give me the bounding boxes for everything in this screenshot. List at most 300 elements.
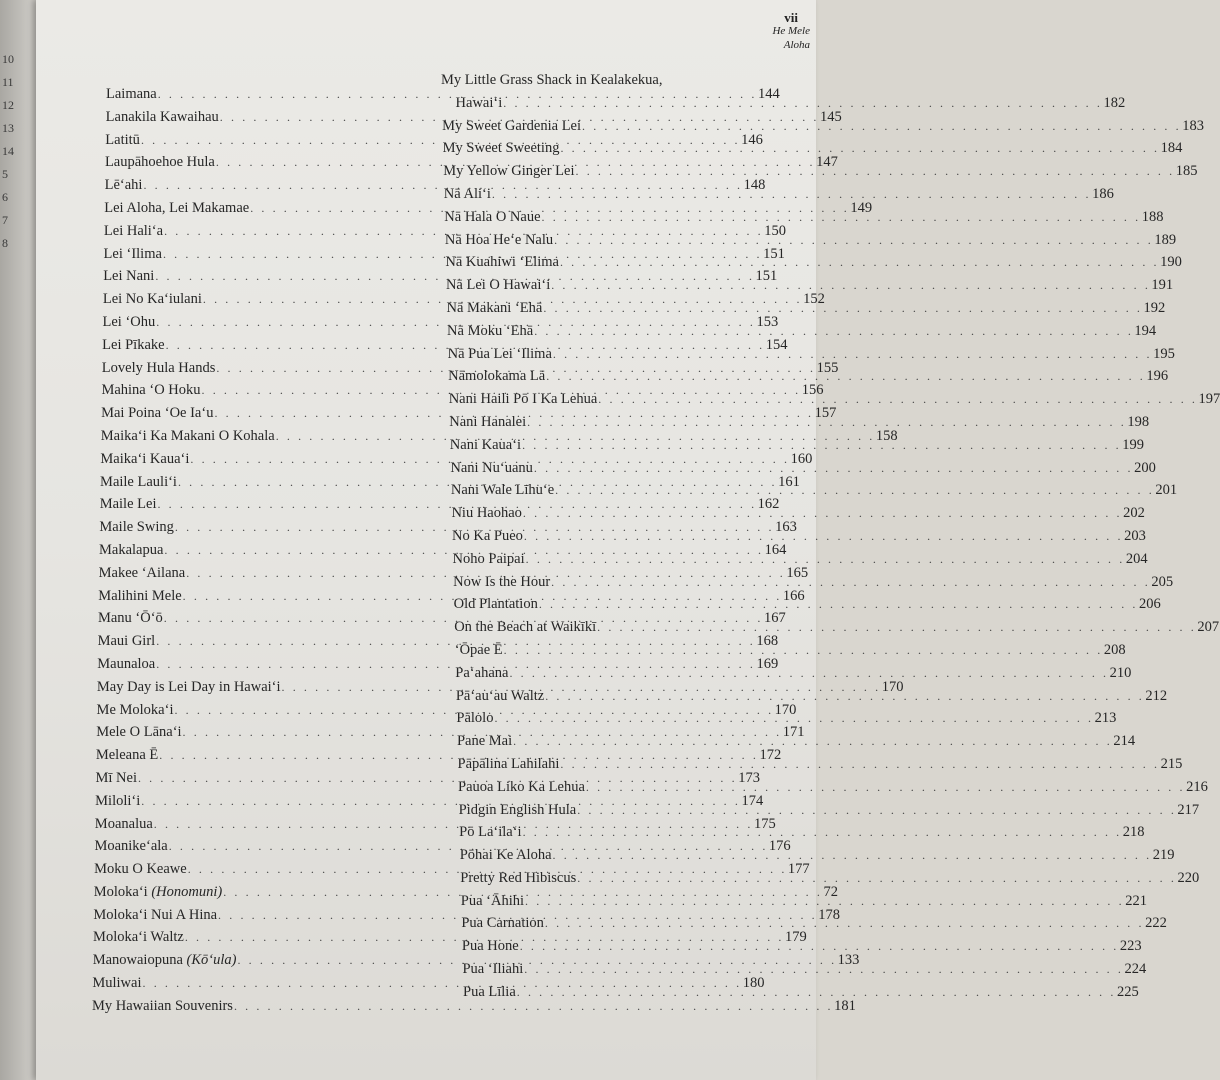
entry-title-text: Lei Aloha, Lei Makamae <box>104 199 250 216</box>
entry-page-number: 200 <box>1134 459 1156 476</box>
entry-title <box>458 779 585 796</box>
index-entry <box>451 505 1145 528</box>
entry-page-number: 205 <box>1151 573 1174 590</box>
entry-title-text: Niu Haohao <box>451 505 522 522</box>
dot-leader <box>542 210 1141 225</box>
dot-leader <box>504 643 1103 658</box>
entry-title-text: Me Moloka‘i <box>96 701 174 718</box>
margin-number: 13 <box>2 121 14 135</box>
entry-page-number: 151 <box>763 245 785 262</box>
entry-page-number: 161 <box>778 473 800 490</box>
entry-title-text: Moloka‘i Nui A Hina <box>93 906 218 923</box>
entry-title <box>448 346 552 363</box>
entry-title-text: Latitū <box>105 131 140 148</box>
entry-title-text: Makee ‘Ailana <box>98 564 186 581</box>
entry-title-text: Maika‘i Ka Makani O Kohala <box>100 427 275 444</box>
entry-title <box>104 223 163 240</box>
entry-title-italic: (Kō‘ula) <box>186 952 237 969</box>
entry-title <box>98 633 156 650</box>
entry-title-text: Mele O Lāna‘i <box>96 724 182 741</box>
entry-title <box>449 414 526 431</box>
entry-title <box>456 710 493 727</box>
entry-title-text: Moanike‘ala <box>94 838 168 855</box>
dot-leader <box>577 803 1176 818</box>
entry-page-number: 208 <box>1103 641 1126 658</box>
entry-title-text: Nā Ali‘i <box>443 185 491 202</box>
entry-title <box>459 824 521 841</box>
entry-title <box>106 86 157 103</box>
entry-page-number: 207 <box>1197 619 1220 636</box>
index-entry <box>444 208 1164 232</box>
index-entry <box>458 801 1200 825</box>
entry-page-number: 202 <box>1123 505 1145 522</box>
entry-title-text: Pua ‘Āhihi <box>460 892 525 909</box>
entry-page-number: 181 <box>834 997 856 1014</box>
entry-page-number: 219 <box>1152 847 1175 864</box>
index-entry <box>444 231 1177 255</box>
entry-title <box>462 961 523 978</box>
entry-title <box>458 756 560 773</box>
entry-title <box>105 177 143 194</box>
entry-title <box>97 656 155 673</box>
entry-title-text: My Yellow Ginger Lei <box>443 163 575 180</box>
entry-page-number: 172 <box>759 747 782 764</box>
entry-title <box>457 733 512 750</box>
entry-title-text: Pua Carnation <box>461 915 544 932</box>
index-entry <box>453 596 1161 619</box>
margin-number: 14 <box>2 144 14 158</box>
entry-title <box>445 232 553 249</box>
entry-title <box>455 665 508 682</box>
running-head-line2: Aloha <box>783 39 810 51</box>
index-entry <box>442 117 1204 141</box>
entry-title-text: Manowaiopuna <box>92 952 183 969</box>
entry-title-text: Lei Pīkake <box>102 336 165 353</box>
entry-title <box>95 816 153 833</box>
entry-page-number: 145 <box>819 108 842 125</box>
entry-title-text: Mī Nei <box>95 769 137 786</box>
entry-title <box>100 451 189 468</box>
entry-page-number: 72 <box>823 883 838 900</box>
entry-title-text: My Hawaiian Souvenirs <box>92 997 233 1014</box>
entry-title <box>442 118 581 135</box>
entry-page-number: 201 <box>1155 482 1178 499</box>
index-page <box>36 0 1220 1080</box>
entry-page-number: 170 <box>881 678 904 695</box>
dot-leader <box>523 506 1122 521</box>
entry-page-number: 167 <box>763 610 786 627</box>
entry-page-number: 155 <box>816 359 839 376</box>
entry-page-number: 223 <box>1119 938 1142 955</box>
entry-title-text: Lei ‘Ilima <box>103 245 162 262</box>
entry-title <box>104 246 162 263</box>
entry-page-number: 173 <box>738 769 760 786</box>
dot-leader <box>560 141 1159 156</box>
dot-leader <box>560 757 1159 772</box>
entry-title-text: No Ka Pueo <box>452 527 523 544</box>
entry-title <box>461 893 524 910</box>
margin-number: 5 <box>2 167 8 181</box>
entry-page-number: 147 <box>816 154 838 171</box>
dot-leader <box>517 985 1116 1000</box>
entry-page-number: 216 <box>1186 778 1208 795</box>
dot-leader <box>513 734 1112 749</box>
entry-title-text: Old Plantation <box>453 596 538 613</box>
entry-title-text: Pōhai Ke Aloha <box>459 847 552 864</box>
entry-page-number: 144 <box>757 86 780 102</box>
entry-title-text: Nani Kaua‘i <box>449 436 522 453</box>
entry-title-text: Lei Nani <box>103 268 155 285</box>
entry-page-number: 146 <box>741 131 763 148</box>
dot-leader <box>586 780 1185 795</box>
dot-leader <box>551 575 1150 590</box>
entry-title-text: Lovely Hula Hands <box>101 359 216 376</box>
entry-title <box>96 724 181 741</box>
entry-title <box>456 688 544 705</box>
entry-page-number: 168 <box>756 633 779 650</box>
entry-title <box>460 870 576 887</box>
entry-page-number: 224 <box>1124 961 1147 978</box>
entry-page-number: 174 <box>741 792 764 809</box>
dot-leader <box>523 825 1122 840</box>
entry-page-number: 177 <box>787 861 810 878</box>
dot-leader <box>509 666 1108 681</box>
dot-leader <box>539 597 1138 612</box>
entry-title-text: Pua ‘Iliahi <box>462 961 524 978</box>
entry-title <box>461 915 544 932</box>
entry-title <box>96 770 137 787</box>
entry-title-text: Laimana <box>106 86 157 102</box>
entry-title <box>93 907 217 924</box>
entry-title <box>460 847 552 864</box>
entry-title <box>94 861 187 878</box>
entry-title-text: Makalapua <box>99 541 164 558</box>
entry-title-text: Moku O Keawe <box>94 861 187 878</box>
margin-number: 10 <box>2 52 14 66</box>
entry-page-number: 192 <box>1143 299 1166 316</box>
dot-leader <box>534 324 1133 339</box>
entry-page-number: 203 <box>1124 527 1146 544</box>
entry-title-text: Nā Lei O Hawai‘i <box>445 277 551 294</box>
entry-title <box>447 323 533 340</box>
index-entry <box>441 72 791 95</box>
dot-leader <box>526 552 1125 567</box>
entry-title-italic: (Honomuni) <box>151 883 223 900</box>
entry-title <box>446 277 550 294</box>
entry-title-text: Maui Girl <box>97 633 156 650</box>
entry-page-number: 186 <box>1092 185 1114 202</box>
entry-title-text: Nani Hanalei <box>449 413 527 430</box>
entry-title <box>441 72 662 89</box>
entry-title <box>453 574 550 591</box>
entry-title-text: Pauoa Liko Ka Lehua <box>458 778 585 795</box>
entry-title-text: Noho Paipai <box>452 550 525 567</box>
dot-leader <box>555 483 1154 498</box>
entry-title <box>462 938 519 955</box>
entry-title <box>450 460 533 477</box>
entry-title <box>101 382 200 399</box>
index-entry <box>459 824 1145 847</box>
entry-page-number: 176 <box>768 838 791 855</box>
index-entry <box>92 997 856 1021</box>
entry-title <box>448 368 545 385</box>
entry-title-text: Now Is the Hour <box>453 573 551 590</box>
entry-title <box>100 474 177 491</box>
entry-page-number: 163 <box>775 519 797 536</box>
entry-page-number: 220 <box>1177 869 1200 886</box>
entry-page-number: 149 <box>850 199 873 216</box>
dot-leader <box>553 347 1152 362</box>
entry-title <box>106 109 219 126</box>
entry-title-text: Mahina ‘O Hoku <box>101 382 201 399</box>
dot-leader <box>597 620 1196 635</box>
entry-title-text: Nā Pua Lei ‘Ilima <box>447 345 552 362</box>
entry-page-number: 165 <box>786 564 809 581</box>
entry-title <box>443 163 574 180</box>
running-head <box>750 24 810 52</box>
entry-title <box>95 793 140 810</box>
entry-page-number: 179 <box>785 929 807 946</box>
index-entry <box>456 710 1117 733</box>
entry-title-text: Nā Hoa He‘e Nalu <box>444 231 554 248</box>
entry-title <box>454 619 596 636</box>
entry-title <box>99 542 163 559</box>
entry-page-number: 189 <box>1154 231 1177 248</box>
entry-title-text: Pretty Red Hibiscus <box>460 869 577 886</box>
index-entry <box>458 778 1208 802</box>
entry-page-number: 182 <box>1103 94 1126 111</box>
entry-title <box>93 929 184 946</box>
entry-page-number: 213 <box>1094 710 1117 727</box>
entry-page-number: 180 <box>742 975 765 992</box>
entry-title <box>103 314 156 331</box>
entry-page-number: 221 <box>1125 892 1147 909</box>
entry-page-number: 185 <box>1175 163 1198 180</box>
entry-title <box>99 565 186 582</box>
entry-title <box>447 300 543 317</box>
entry-title-text: Pō La‘ila‘i <box>459 824 522 841</box>
dot-leader <box>520 939 1119 954</box>
entry-title <box>104 200 249 217</box>
entry-page-number: 210 <box>1109 664 1132 681</box>
entry-title-text: Miloli‘i <box>95 792 141 809</box>
entry-title-text: Pāpālina Lahilahi <box>457 755 560 772</box>
entry-title <box>94 838 167 855</box>
entry-title <box>444 209 540 226</box>
index-entry <box>450 482 1178 505</box>
entry-title <box>103 268 154 285</box>
running-head-line1: He Mele <box>772 25 810 37</box>
entry-title-text: Nani Haili Pō I Ka Lehua <box>448 391 598 408</box>
entry-title <box>94 884 222 901</box>
entry-page-number: 212 <box>1145 687 1168 704</box>
entry-title-text: Maika‘i Kaua‘i <box>100 450 190 467</box>
dot-leader <box>503 96 1102 111</box>
entry-page-number: 190 <box>1160 254 1182 271</box>
entry-page-number: 151 <box>755 268 778 285</box>
entry-page-number: 162 <box>757 496 780 513</box>
entry-title-text: Pane Mai <box>456 733 513 750</box>
index-entry <box>443 163 1198 186</box>
entry-title <box>450 437 521 454</box>
page-number: vii <box>784 10 798 25</box>
dot-leader <box>524 529 1123 544</box>
entry-title <box>101 405 213 422</box>
entry-page-number: 204 <box>1125 550 1148 567</box>
dot-leader <box>527 415 1126 430</box>
dot-leader <box>534 461 1133 476</box>
index-entry <box>461 915 1167 938</box>
dot-leader <box>545 689 1144 704</box>
entry-title-text: Lei ‘Ohu <box>102 313 156 330</box>
entry-title-text: Laupāhoehoe Hula <box>104 154 215 171</box>
entry-page-number: 150 <box>764 222 787 239</box>
entry-title <box>445 254 559 271</box>
entry-page-number: 199 <box>1122 436 1145 453</box>
dot-leader <box>545 916 1144 931</box>
entry-page-number: 157 <box>814 405 837 422</box>
entry-title-text: Nani Nu‘uanu <box>450 459 533 476</box>
entry-page-number: 133 <box>837 952 860 969</box>
entry-page-number: 169 <box>756 655 779 672</box>
entry-page-number: 214 <box>1113 733 1136 750</box>
entry-title <box>98 588 181 605</box>
dot-leader <box>577 871 1176 886</box>
entry-page-number: 184 <box>1160 140 1183 157</box>
entry-page-number: 197 <box>1198 391 1220 408</box>
entry-page-number: 152 <box>803 291 825 308</box>
index-entry <box>445 254 1182 277</box>
entry-title-text: Malihini Mele <box>98 587 182 604</box>
entry-page-number: 164 <box>764 541 787 558</box>
entry-title-text: Pā‘au‘au Waltz <box>455 687 545 704</box>
entry-page-number: 188 <box>1141 208 1164 225</box>
dot-leader <box>546 369 1145 384</box>
entry-title-text: Nā Hala O Naue <box>444 208 541 225</box>
dot-leader <box>598 392 1197 407</box>
entry-title-text: Manu ‘Ō‘ō <box>97 610 163 627</box>
entry-title-text: Moloka‘i <box>93 883 148 900</box>
entry-title-text: Pua Hone <box>461 938 519 955</box>
entry-title <box>100 496 157 513</box>
entry-title-text: Hawai‘i <box>455 94 503 111</box>
entry-title-text: Muliwai <box>92 975 142 992</box>
entry-page-number: 178 <box>818 906 841 923</box>
entry-title-text: My Sweet Gardenia Lei <box>442 117 582 134</box>
dot-leader <box>543 301 1142 316</box>
index-entry <box>459 847 1175 870</box>
entry-title <box>451 482 554 499</box>
entry-title <box>451 505 521 522</box>
margin-number: 8 <box>2 236 8 250</box>
entry-title <box>102 337 164 354</box>
dot-leader <box>553 848 1152 863</box>
entry-page-number: 222 <box>1145 915 1167 932</box>
dot-leader <box>522 438 1121 453</box>
entry-title-text: May Day is Lei Day in Hawai‘i <box>96 678 281 695</box>
entry-title-text: Pua Līlia <box>463 983 516 1000</box>
dot-leader <box>576 164 1175 179</box>
entry-title <box>99 519 174 536</box>
dot-leader <box>494 711 1093 726</box>
entry-title <box>105 154 215 171</box>
entry-page-number: 183 <box>1182 117 1204 134</box>
entry-title <box>454 596 538 613</box>
entry-title-text: ‘Ōpae Ē <box>454 641 503 658</box>
entry-page-number: 171 <box>782 724 805 741</box>
entry-title-text: My Little Grass Shack in Kealakekua, <box>441 72 663 88</box>
entry-page-number: 198 <box>1127 413 1150 430</box>
entry-title-text: Lei No Ka‘iulani <box>102 291 202 308</box>
entry-title <box>103 291 202 308</box>
entry-page-number: 166 <box>782 587 805 604</box>
entry-title <box>449 391 598 408</box>
entry-page-number: 170 <box>774 701 797 718</box>
entry-page-number: 156 <box>801 382 824 399</box>
entry-title-text: Mai Poina ‘Oe Ia‘u <box>101 405 214 422</box>
entry-title <box>97 679 281 696</box>
entry-title-text: Maile Lei <box>99 496 157 513</box>
entry-page-number: 217 <box>1177 801 1200 818</box>
entry-page-number: 195 <box>1153 345 1175 362</box>
entry-title <box>98 610 163 627</box>
entry-title-text: Pālolo <box>456 710 494 727</box>
entry-title <box>97 702 174 719</box>
entry-title <box>101 428 275 445</box>
dot-leader <box>525 894 1124 909</box>
entry-title-text: Nā Kuahiwi ‘Elima <box>445 254 559 271</box>
entry-page-number: 191 <box>1151 277 1174 294</box>
entry-title-text: My Sweet Sweeting <box>442 140 560 157</box>
entry-title <box>93 952 237 969</box>
dot-leader <box>560 255 1159 270</box>
entry-title <box>96 747 158 764</box>
entry-page-number: 175 <box>753 815 776 832</box>
entry-title-text: Maunaloa <box>97 655 156 672</box>
entry-title-text: On the Beach at Waikīkī <box>454 619 597 636</box>
entry-page-number: 218 <box>1122 824 1145 841</box>
index-entry <box>450 459 1156 483</box>
index-entry <box>447 322 1157 346</box>
entry-title-text: Lei Hali‘a <box>103 222 164 239</box>
entry-page-number: 225 <box>1116 983 1139 1000</box>
entry-title-text: Nā Moku ‘Ehā <box>447 322 534 339</box>
entry-title <box>459 802 577 819</box>
entry-title <box>92 998 233 1015</box>
entry-title-text: Nā Makani ‘Ehā <box>446 299 543 316</box>
entry-title-text: Lē‘ahi <box>104 177 143 194</box>
entry-title <box>105 132 140 149</box>
margin-number: 11 <box>2 75 14 89</box>
margin-number: 6 <box>2 190 8 204</box>
dot-leader <box>492 187 1091 202</box>
entry-title-text: Moloka‘i Waltz <box>93 929 184 946</box>
entry-title-text: Nani Wale Līhu‘e <box>450 482 555 499</box>
dot-leader <box>554 233 1153 248</box>
index-entry <box>454 619 1220 642</box>
margin-number: 12 <box>2 98 14 112</box>
margin-number: 7 <box>2 213 8 227</box>
entry-title <box>453 551 525 568</box>
entry-title-text: Maile Swing <box>99 519 174 536</box>
entry-title <box>444 186 491 203</box>
entry-title-text: Pa‘ahana <box>455 664 509 681</box>
entry-title <box>443 140 560 157</box>
entry-title-text: Lanakila Kawaihau <box>105 108 219 125</box>
index-entry <box>453 573 1174 597</box>
dot-leader <box>524 962 1123 977</box>
dot-leader <box>582 119 1181 134</box>
